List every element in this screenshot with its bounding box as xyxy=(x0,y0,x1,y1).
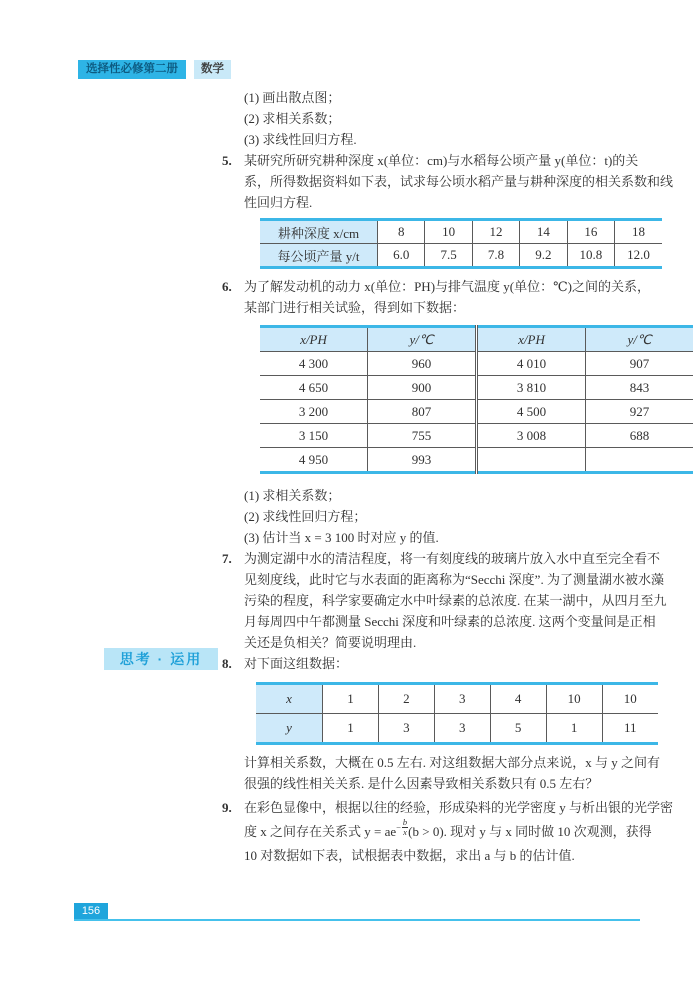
table-cell: 907 xyxy=(586,352,694,376)
problem-6-subitems xyxy=(244,485,662,548)
table-row xyxy=(260,220,662,244)
table-cell: 14 xyxy=(520,220,567,244)
table-cell: 900 xyxy=(368,376,477,400)
problem-6 xyxy=(222,276,662,548)
table-cell xyxy=(477,448,586,473)
table-cell: 807 xyxy=(368,400,477,424)
problem-line: 为了解发动机的动力 x(单位：PH)与排气温度 y(单位：℃)之间的关系， xyxy=(244,279,650,294)
row-header-cell: 每公顷产量 y/t xyxy=(260,244,378,268)
problem-line: 系，所得数据资料如下表，试求每公顷水稻产量与耕种深度的相关系数和线 xyxy=(244,174,674,189)
section-badge-think-apply: 思考 · 运用 xyxy=(104,648,218,670)
problem-line: 为测定湖中水的清洁程度，将一有刻度线的玻璃片放入水中直至完全看不 xyxy=(244,551,661,566)
table-cell: 755 xyxy=(368,424,477,448)
table-cell: 7.5 xyxy=(425,244,472,268)
exercise-content xyxy=(222,87,674,866)
table-cell: 960 xyxy=(368,352,477,376)
row-header-cell: x xyxy=(256,684,323,714)
problem-line: 10 对数据如下表，试根据表中数据，求出 a 与 b 的估计值. xyxy=(244,847,575,863)
footer-rule xyxy=(74,919,640,921)
table-row xyxy=(260,400,693,424)
table-row xyxy=(260,244,662,268)
subject-badge: 数学 xyxy=(194,60,231,79)
formula-post: (b > 0). 现对 y 与 x 同时做 10 次观测，获得 xyxy=(408,823,652,839)
table-cell: 1 xyxy=(323,714,379,744)
formula-pre: 度 x 之间存在关系式 y = ae xyxy=(244,823,397,839)
table-cell: 3 xyxy=(378,714,434,744)
subitem: (1) 求相关系数； xyxy=(244,488,341,503)
problem-line: 对下面这组数据： xyxy=(244,656,349,671)
table-cell: 16 xyxy=(567,220,614,244)
table-cell: 2 xyxy=(378,684,434,714)
table-cell: 8 xyxy=(378,220,425,244)
tillage-depth-yield-table xyxy=(260,218,662,269)
problem-text xyxy=(244,797,674,866)
problem-text xyxy=(244,548,667,653)
table-cell: 3 xyxy=(434,684,490,714)
table-cell: 10 xyxy=(602,684,658,714)
table-cell: 6.0 xyxy=(378,244,425,268)
problem-line: 见刻度线，此时它与水表面的距离称为“Secchi 深度”. 为了测量湖水被水藻 xyxy=(244,572,664,587)
table-row xyxy=(256,714,658,744)
table-cell: 4 300 xyxy=(260,352,368,376)
table-header-row xyxy=(260,327,693,352)
problem-number: 6. xyxy=(222,279,232,294)
table-cell: 3 008 xyxy=(477,424,586,448)
problem-8 xyxy=(222,653,662,794)
table-cell: 10 xyxy=(425,220,472,244)
table-cell: 11 xyxy=(602,714,658,744)
book-title-badge: 选择性必修第二册 xyxy=(78,60,186,79)
problem-number: 8. xyxy=(222,656,232,671)
formula-exponent xyxy=(396,818,408,836)
table-cell: 4 xyxy=(490,684,546,714)
column-header-cell: y/℃ xyxy=(368,327,477,352)
problem-text xyxy=(244,150,674,276)
row-header-cell: y xyxy=(256,714,323,744)
table-cell: 12.0 xyxy=(615,244,662,268)
problem-number: 5. xyxy=(222,153,232,168)
column-header-cell: x/PH xyxy=(477,327,586,352)
table-cell: 7.8 xyxy=(472,244,519,268)
fraction-numerator: b xyxy=(402,817,408,827)
fraction-denominator: x xyxy=(403,826,407,837)
subitem: (2) 求线性回归方程； xyxy=(244,509,367,524)
problem-number: 7. xyxy=(222,551,232,566)
problem-line: 很强的线性相关关系. 是什么因素导致相关系数只有 0.5 左右？ xyxy=(244,776,599,791)
problem-number: 9. xyxy=(222,800,232,815)
table-cell: 1 xyxy=(546,714,602,744)
problem-line: 污染的程度，科学家要确定水中叶绿素的总浓度. 在某一湖中，从四月至九 xyxy=(244,593,667,608)
table-cell: 5 xyxy=(490,714,546,744)
intro-subitem-list xyxy=(244,87,662,150)
subitem: (3) 估计当 x = 3 100 时对应 y 的值. xyxy=(244,530,439,545)
page-number-badge: 156 xyxy=(74,903,108,919)
xy-data-table xyxy=(256,682,658,745)
table-cell: 3 810 xyxy=(477,376,586,400)
table-cell: 3 xyxy=(434,714,490,744)
problem-text xyxy=(244,276,662,548)
problem-7 xyxy=(222,548,667,653)
table-cell: 843 xyxy=(586,376,694,400)
column-header-cell: y/℃ xyxy=(586,327,694,352)
problem-text xyxy=(244,653,662,794)
table-cell: 10.8 xyxy=(567,244,614,268)
subitem: (2) 求相关系数； xyxy=(244,111,341,126)
table-cell: 18 xyxy=(615,220,662,244)
table-cell: 1 xyxy=(323,684,379,714)
problem-line: 某研究所研究耕种深度 x(单位：cm)与水稻每公顷产量 y(单位：t)的关 xyxy=(244,153,639,168)
table-cell: 993 xyxy=(368,448,477,473)
table-row xyxy=(260,352,693,376)
problem-line: 关还是负相关？简要说明理由. xyxy=(244,635,417,650)
table-cell: 4 950 xyxy=(260,448,368,473)
table-cell: 3 150 xyxy=(260,424,368,448)
problem-line: 月每周四中午都测量 Secchi 深度和叶绿素的总浓度. 这两个变量间是正相 xyxy=(244,614,656,629)
table-cell xyxy=(586,448,694,473)
problem-formula-line xyxy=(244,818,662,845)
table-cell: 4 650 xyxy=(260,376,368,400)
table-cell: 3 200 xyxy=(260,400,368,424)
problem-line: 某部门进行相关试验，得到如下数据： xyxy=(244,300,466,315)
column-header-cell: x/PH xyxy=(260,327,368,352)
table-cell: 9.2 xyxy=(520,244,567,268)
problem-5 xyxy=(222,150,674,276)
table-cell: 10 xyxy=(546,684,602,714)
engine-power-temperature-table xyxy=(260,325,693,474)
table-cell: 4 500 xyxy=(477,400,586,424)
subitem: (1) 画出散点图； xyxy=(244,90,341,105)
table-row xyxy=(256,684,658,714)
table-row xyxy=(260,376,693,400)
table-row xyxy=(260,424,693,448)
subitem: (3) 求线性回归方程. xyxy=(244,132,357,147)
table-cell: 688 xyxy=(586,424,694,448)
problem-line: 计算相关系数，大概在 0.5 左右. 对这组数据大部分点来说，x 与 y 之间有 xyxy=(244,755,661,770)
problem-9 xyxy=(222,797,674,866)
table-cell: 927 xyxy=(586,400,694,424)
table-cell: 4 010 xyxy=(477,352,586,376)
problem-line: 在彩色显像中，根据以往的经验，形成染料的光学密度 y 与析出银的光学密 xyxy=(244,800,674,815)
table-row xyxy=(260,448,693,473)
table-cell: 12 xyxy=(472,220,519,244)
exponent-minus: − xyxy=(396,821,401,832)
row-header-cell: 耕种深度 x/cm xyxy=(260,220,378,244)
problem-line: 性回归方程. xyxy=(244,195,313,210)
